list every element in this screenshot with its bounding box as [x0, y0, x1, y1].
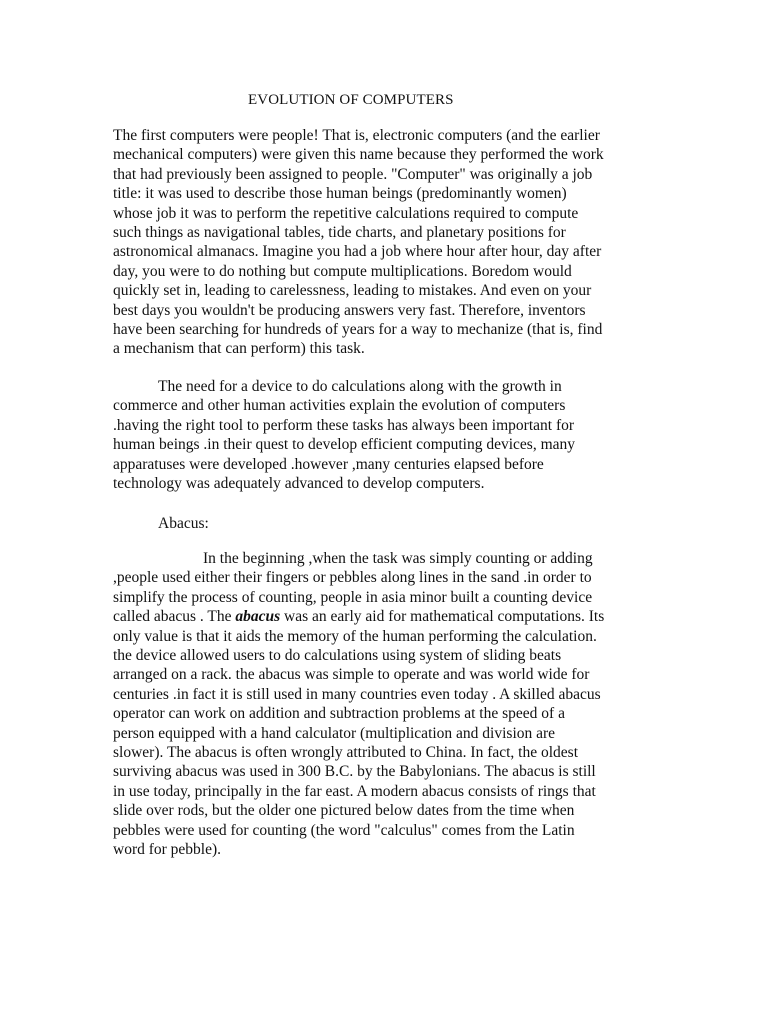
text-line: The need for a device to do calculations along with the growth in — [158, 378, 562, 395]
text-line: such things as navigational tables, tide charts, and planetary positions for — [113, 224, 566, 242]
text-line: slide over rods, but the older one pictured below dates from the time when — [113, 802, 575, 820]
text-line: slower). The abacus is often wrongly attributed to China. In fact, the oldest — [113, 744, 579, 762]
abacus-term: abacus — [235, 608, 281, 626]
text-line: In the beginning ,when the task was simply counting or adding — [203, 550, 593, 567]
text-line: arranged on a rack. the abacus was simple to operate and was world wide for — [113, 666, 590, 684]
text-line: in use today, principally in the far east. A modern abacus consists of rings that — [113, 782, 596, 800]
text-line: mechanical computers) were given this name because they performed the work — [113, 146, 604, 164]
text-segment: was an early aid for mathematical computations. Its — [280, 608, 605, 626]
text-line — [113, 607, 673, 626]
text-line: best days you wouldn't be producing answers very fast. Therefore, inventors — [113, 301, 586, 319]
text-line: only value is that it aids the memory of the human performing the calculation. — [113, 627, 597, 645]
text-line: pebbles were used for counting (the word "calculus" comes from the Latin — [113, 821, 575, 839]
text-line: The first computers were people! That is, electronic computers (and the earlier — [113, 127, 600, 144]
text-line: person equipped with a hand calculator (multiplication and division are — [113, 724, 556, 742]
text-line: apparatuses were developed .however ,many centuries elapsed before — [113, 455, 544, 473]
text-line: .having the right tool to perform these tasks has always been important for — [113, 416, 575, 434]
text-line: centuries .in fact it is still used in many countries even today . A skilled abacus — [113, 685, 601, 703]
text-line: quickly set in, leading to carelessness, leading to mistakes. And even on your — [113, 282, 592, 300]
text-line: word for pebble). — [113, 841, 222, 859]
text-segment: called abacus . The — [113, 608, 236, 626]
document-title: EVOLUTION OF COMPUTERS — [248, 92, 454, 108]
abacus-paragraph — [113, 549, 673, 860]
intro-paragraph — [113, 126, 673, 359]
text-line: whose job it was to perform the repetitive calculations required to compute — [113, 204, 579, 222]
text-line: operator can work on addition and subtraction problems at the speed of a — [113, 705, 565, 723]
text-line: technology was adequately advanced to develop computers. — [113, 475, 485, 493]
text-line: astronomical almanacs. Imagine you had a job where hour after hour, day after — [113, 243, 602, 261]
text-line: ,people used either their fingers or pebbles along lines in the sand .in order to — [113, 569, 592, 587]
abacus-heading: Abacus: — [158, 515, 209, 532]
text-line: have been searching for hundreds of years for a way to mechanize (that is, find — [113, 321, 603, 339]
text-line: day, you were to do nothing but compute multiplications. Boredom would — [113, 262, 572, 280]
text-line: that had previously been assigned to people. "Computer" was originally a job — [113, 165, 593, 183]
text-line: title: it was used to describe those human beings (predominantly women) — [113, 185, 567, 203]
need-paragraph — [113, 377, 673, 493]
text-line: human beings .in their quest to develop efficient computing devices, many — [113, 436, 576, 454]
text-line: a mechanism that can perform) this task. — [113, 340, 365, 358]
text-line: simplify the process of counting, people in asia minor built a counting device — [113, 588, 593, 606]
text-line: commerce and other human activities explain the evolution of computers — [113, 397, 566, 415]
text-line: the device allowed users to do calculations using system of sliding beats — [113, 647, 562, 665]
text-line: surviving abacus was used in 300 B.C. by the Babylonians. The abacus is still — [113, 763, 596, 781]
